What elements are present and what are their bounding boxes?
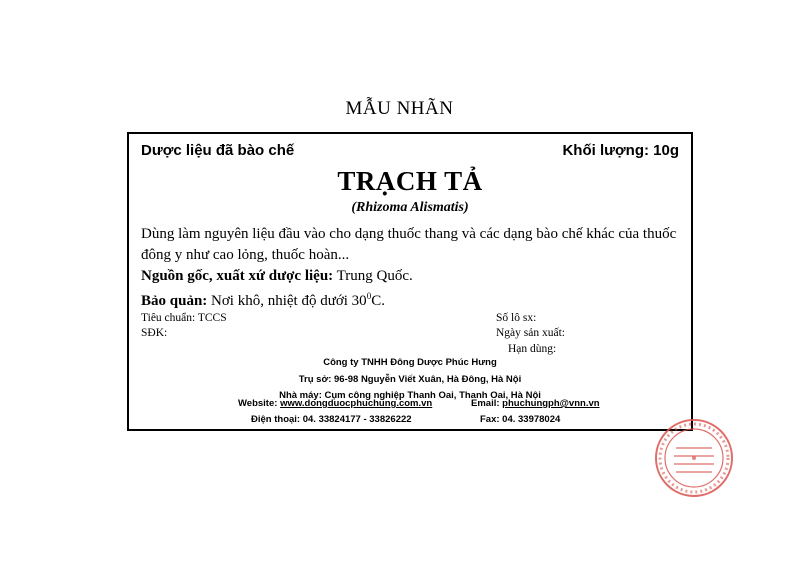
company-email-line [471, 398, 600, 409]
website-label: Website: [238, 398, 281, 409]
document-title: MẪU NHÃN [345, 98, 454, 119]
manufacture-date-field: Ngày sản xuất: [496, 327, 565, 339]
company-fax: Fax: 04. 33978024 [480, 414, 561, 425]
company-seal-stamp [654, 418, 734, 498]
storage-unit: C. [371, 293, 385, 309]
product-label [127, 132, 693, 431]
website-link[interactable]: www.dongduocphuchung.com.vn [280, 398, 433, 409]
origin-line [141, 268, 413, 285]
email-label: Email: [471, 398, 503, 409]
label-weight: Khối lượng: 10g [562, 142, 679, 159]
storage-degree: 0 [366, 291, 372, 301]
registration-field: SĐK: [141, 327, 168, 339]
company-website-line [238, 398, 432, 409]
expiry-date-field: Hạn dùng: [508, 343, 557, 355]
label-category: Dược liệu đã bào chế [141, 142, 295, 159]
standard-field: Tiêu chuẩn: TCCS [141, 312, 227, 324]
storage-label: Bảo quản: [141, 293, 208, 309]
company-headquarters: Trụ sở: 96-98 Nguyễn Viết Xuân, Hà Đông, Hà Nội [298, 374, 522, 385]
company-factory: Nhà máy: Cụm công nghiệp Thanh Oai, Thanh Oai, Hà Nội [279, 390, 541, 401]
origin-label: Nguồn gốc, xuất xứ dược liệu: [141, 268, 334, 284]
email-link[interactable]: phuchungph@vnn.vn [502, 398, 600, 409]
usage-text: Dùng làm nguyên liệu đầu vào cho dạng thuốc thang và các dạng bào chế khác của thuốc đông y như cao lỏng, thuốc hoàn... [141, 226, 677, 263]
latin-name: (Rhizoma Alismatis) [351, 200, 469, 215]
origin-value: Trung Quốc. [333, 268, 413, 284]
product-name: TRẠCH TẢ [337, 166, 483, 196]
lot-number-field: Số lô sx: [496, 312, 537, 324]
storage-value: Nơi khô, nhiệt độ dưới 30 [207, 293, 367, 309]
company-phone: Điện thoại: 04. 33824177 - 33826222 [251, 414, 412, 425]
storage-line [141, 291, 385, 310]
company-name: Công ty TNHH Đông Dược Phúc Hưng [323, 357, 497, 368]
